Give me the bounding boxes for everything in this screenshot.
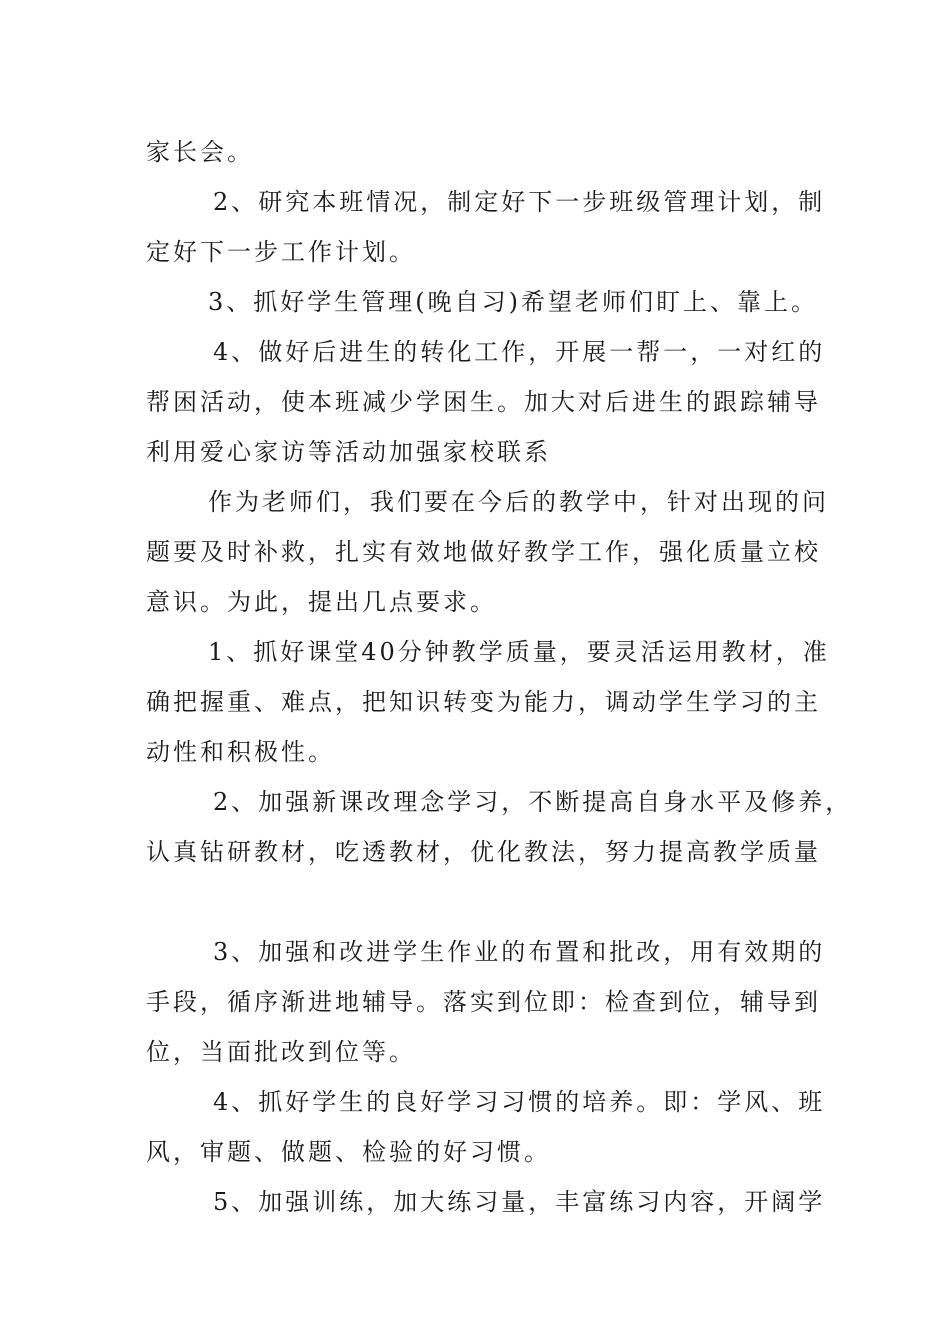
text-line: 5、加强训练，加大练习量，丰富练习内容，开阔学 [213,1188,826,1216]
text-line: 4、做好后进生的转化工作，开展一帮一，一对红的 [213,338,826,366]
text-line: 题要及时补救，扎实有效地做好教学工作，强化质量立校 [146,538,821,566]
text-line: 手段，循序渐进地辅导。落实到位即：检查到位，辅导到 [146,988,821,1016]
text-line: 作为老师们，我们要在今后的教学中，针对出现的问 [208,488,829,516]
text-line: 意识。为此，提出几点要求。 [146,588,497,616]
text-line: 定好下一步工作计划。 [146,238,416,266]
text-line: 利用爱心家访等活动加强家校联系 [146,438,551,466]
text-line: 帮困活动，使本班减少学困生。加大对后进生的跟踪辅导 [146,388,821,416]
text-line: 4、抓好学生的良好学习习惯的培养。即：学风、班 [213,1088,826,1116]
text-line: 1、抓好课堂40分钟教学质量，要灵活运用教材，准 [208,638,830,666]
text-line: 家长会。 [146,138,254,166]
text-line: 3、加强和改进学生作业的布置和批改，用有效期的 [213,938,826,966]
text-line: 2、加强新课改理念学习，不断提高自身水平及修养， [213,788,853,816]
text-line: 风，审题、做题、检验的好习惯。 [146,1138,551,1166]
text-line: 认真钻研教材，吃透教材，优化教法，努力提高教学质量 [146,838,821,866]
text-line: 3、抓好学生管理(晚自习)希望老师们盯上、靠上。 [208,288,818,316]
text-line: 位，当面批改到位等。 [146,1038,416,1066]
text-line: 2、研究本班情况，制定好下一步班级管理计划，制 [213,188,826,216]
text-line: 动性和积极性。 [146,738,335,766]
text-line: 确把握重、难点，把知识转变为能力，调动学生学习的主 [146,688,821,716]
